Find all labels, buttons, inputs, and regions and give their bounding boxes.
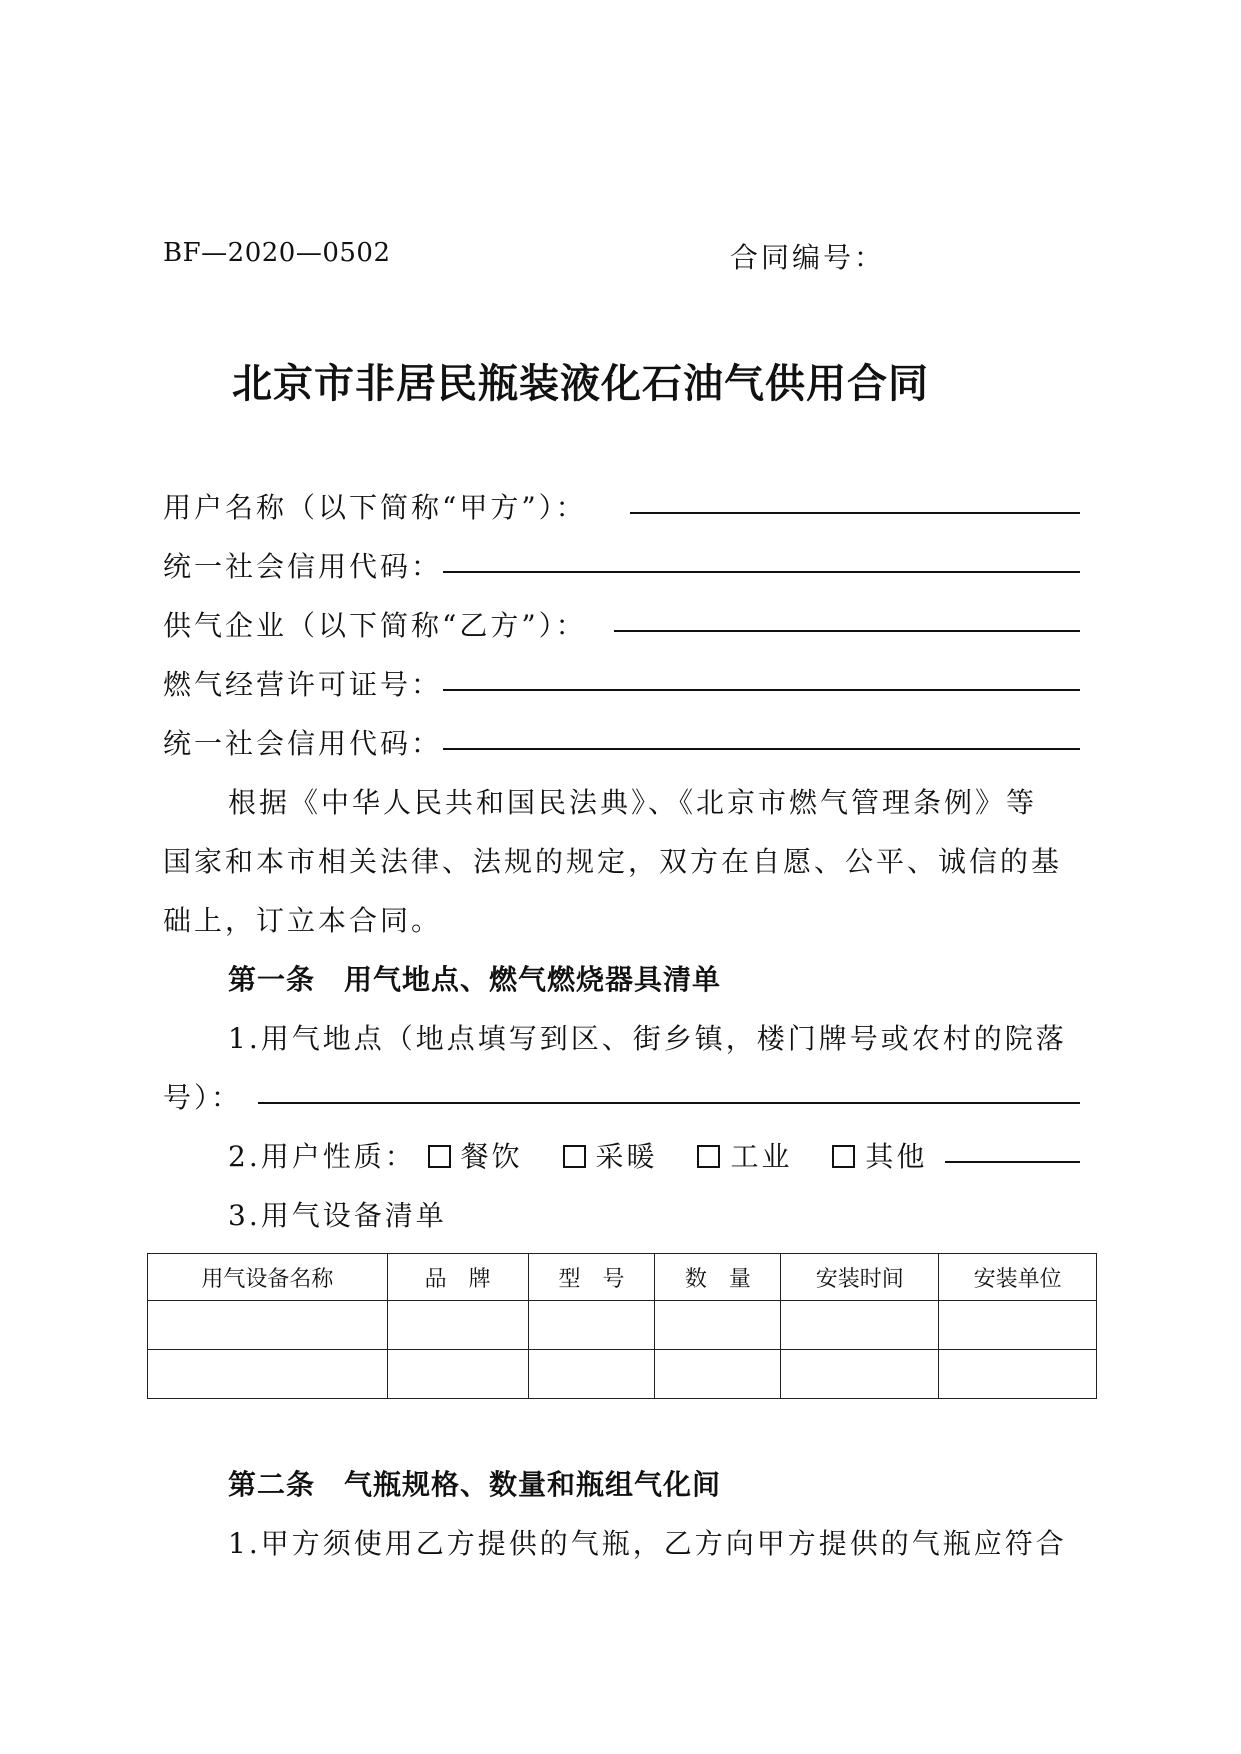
preamble-line-3: 础上，订立本合同。 [163,904,443,937]
contract-number-field[interactable] [870,232,1124,278]
table-cell[interactable] [655,1301,781,1350]
checkbox-icon[interactable] [563,1145,586,1168]
page-title: 北京市非居民瓶装液化石油气供用合同 [232,361,929,407]
table-cell[interactable] [387,1350,528,1399]
option-other[interactable]: 其他 [832,1135,927,1175]
table-cell[interactable] [387,1301,528,1350]
license-label: 燃气经营许可证号： [163,668,443,701]
supplier-label: 供气企业（以下简称“乙方”）： [163,609,587,642]
checkbox-icon[interactable] [428,1145,451,1168]
table-cell[interactable] [528,1301,655,1350]
table-cell[interactable] [939,1301,1097,1350]
user-name-label: 用户名称（以下简称“甲方”）： [163,491,587,524]
checkbox-icon[interactable] [697,1145,720,1168]
credit-code-b-field[interactable] [443,708,1084,754]
article-1-heading: 第一条 用气地点、燃气燃烧器具清单 [228,963,722,996]
table-cell[interactable] [655,1350,781,1399]
preamble-line-1: 根据《中华人民共和国民法典》、《北京市燃气管理条例》等 [228,786,1038,819]
usage-location-field[interactable] [258,1062,1084,1108]
table-cell[interactable] [781,1301,939,1350]
col-installer: 安装单位 [939,1254,1097,1301]
table-cell[interactable] [781,1350,939,1399]
other-type-field[interactable] [945,1121,1084,1167]
col-brand: 品 牌 [387,1254,528,1301]
supplier-field[interactable] [614,590,1084,636]
option-catering[interactable]: 餐饮 [428,1135,523,1175]
user-name-field[interactable] [630,472,1084,518]
col-equipment-name: 用气设备名称 [148,1254,388,1301]
table-header-row [148,1254,1097,1301]
article-2-heading: 第二条 气瓶规格、数量和瓶组气化间 [228,1468,722,1501]
col-install-time: 安装时间 [781,1254,939,1301]
preamble-line-2: 国家和本市相关法律、法规的规定，双方在自愿、公平、诚信的基 [163,845,1063,878]
credit-code-b-label: 统一社会信用代码： [163,727,443,760]
table-cell[interactable] [528,1350,655,1399]
checkbox-icon[interactable] [832,1145,855,1168]
equipment-table [147,1253,1097,1399]
table-cell[interactable] [939,1350,1097,1399]
document-code: BF—2020—0502 [163,238,391,268]
user-type-row [228,1135,927,1175]
article-1-item-1-line-2: 号）： [163,1081,243,1114]
col-model: 型 号 [528,1254,655,1301]
user-type-label: 2.用户性质： [228,1140,416,1173]
table-cell[interactable] [148,1350,388,1399]
credit-code-a-field[interactable] [443,531,1084,577]
contract-number-label: 合同编号： [730,241,886,274]
credit-code-a-label: 统一社会信用代码： [163,550,443,583]
table-cell[interactable] [148,1301,388,1350]
option-heating[interactable]: 采暖 [563,1135,658,1175]
article-1-item-1-line-1: 1.用气地点（地点填写到区、街乡镇，楼门牌号或农村的院落 [228,1022,1067,1055]
table-row [148,1301,1097,1350]
table-row [148,1350,1097,1399]
license-field[interactable] [443,649,1084,695]
col-quantity: 数 量 [655,1254,781,1301]
option-industry[interactable]: 工业 [697,1135,792,1175]
article-2-item-1-line-1: 1.甲方须使用乙方提供的气瓶，乙方向甲方提供的气瓶应符合 [228,1527,1067,1560]
equipment-list-label: 3.用气设备清单 [228,1199,447,1232]
